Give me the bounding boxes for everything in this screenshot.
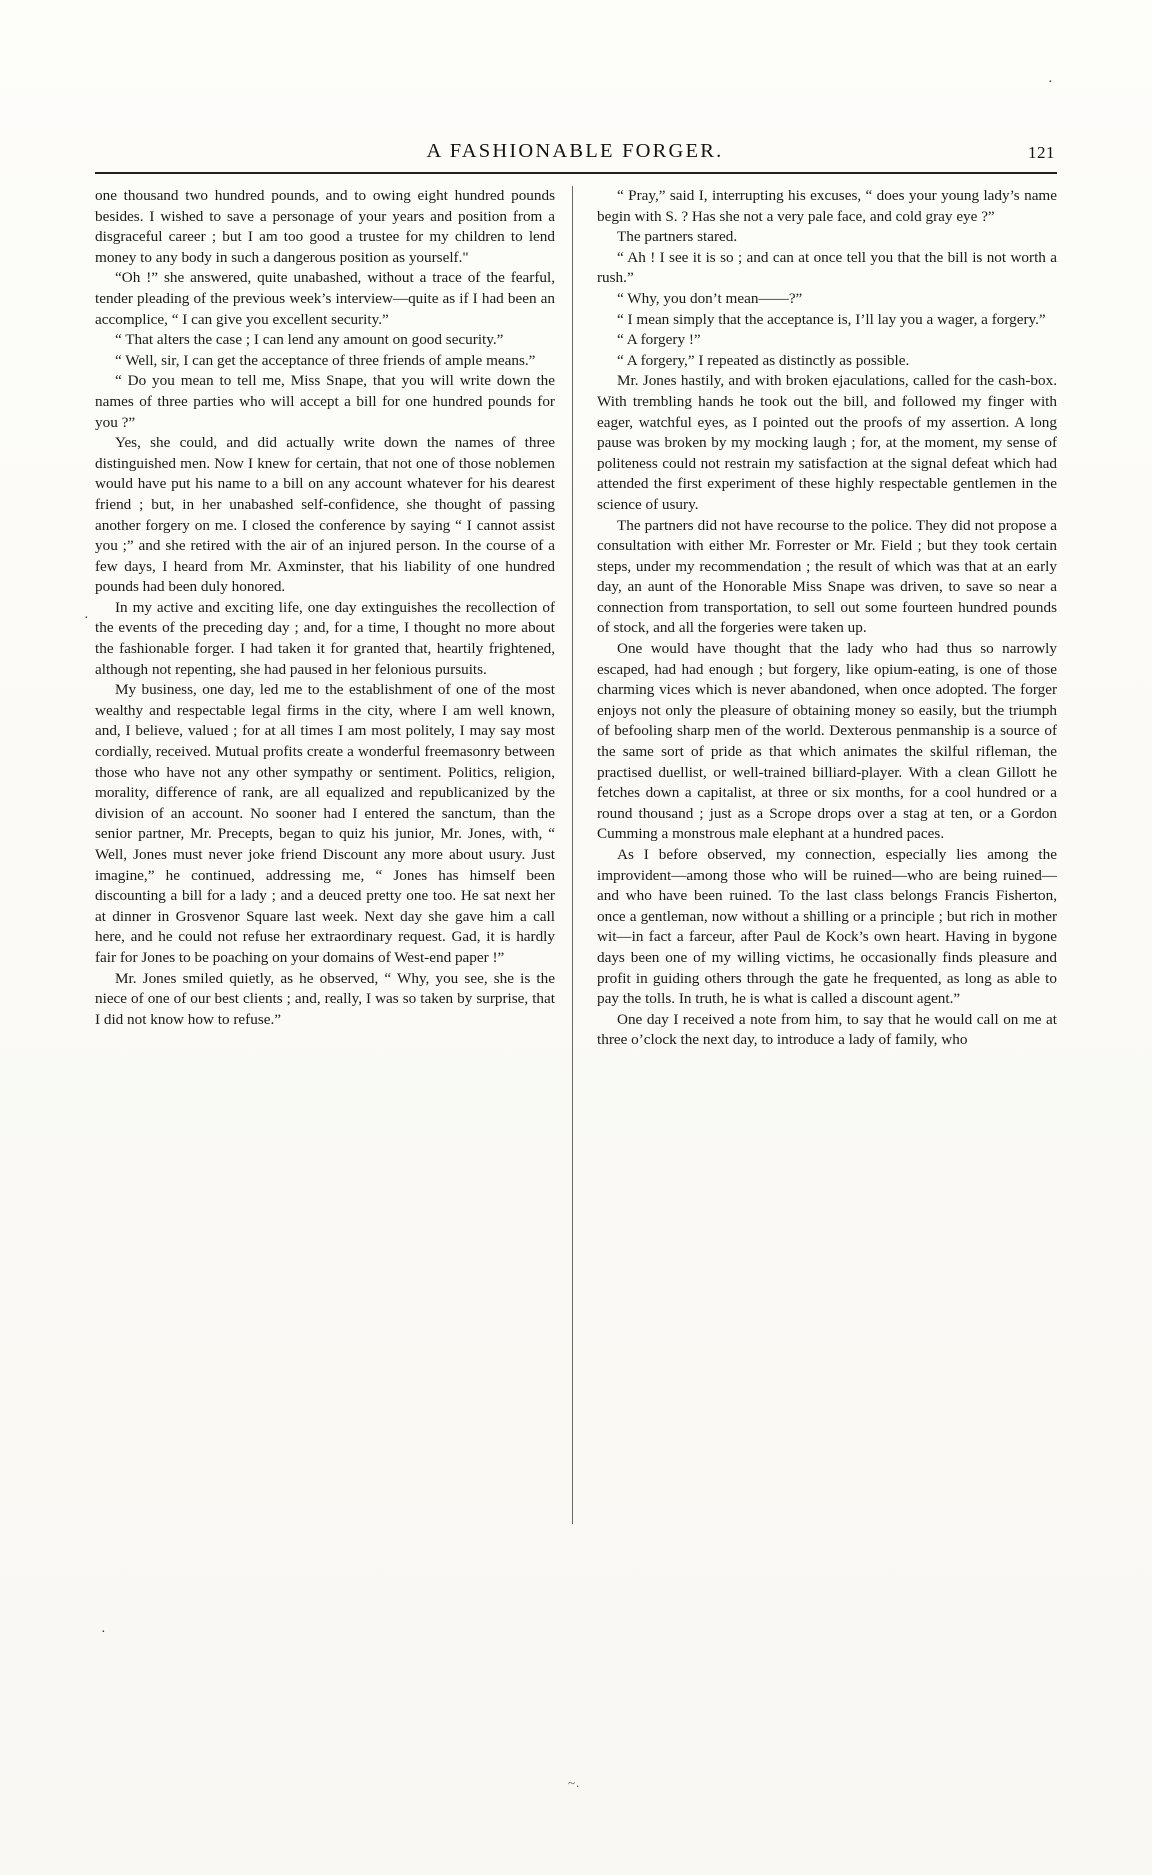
running-title: A FASHIONABLE FORGER. — [426, 140, 724, 162]
margin-mark: · — [101, 1625, 106, 1640]
column-left — [95, 186, 569, 1051]
paragraph: As I before observed, my connection, especially lies among the improvident—among those who will be ruined—who are being ruined—and who have been ruined. To the last class belongs Francis Fisherton, once a gentleman, now without a shilling or a principle ; but rich in mother wit—in fact a farceur, after Paul de Kock’s own heart. Having in bygone days been one of my willing victims, he occasionally finds pleasure and profit in guiding others through the gate he frequented, as long as able to pay the tolls. In truth, he is what is called a discount agent.” — [597, 846, 1057, 1008]
page-header — [95, 140, 1055, 163]
margin-mark: · — [1048, 75, 1053, 90]
paragraph: Mr. Jones smiled quietly, as he observed, “ Why, you see, she is the niece of one of our best clients ; and, really, I was so taken by surprise, that I did not know how to refuse.” — [95, 969, 555, 1028]
paragraph: One day I received a note from him, to say that he would call on me at three o’clock the next day, to introduce a lady of family, who — [597, 1010, 1057, 1049]
page-number: 121 — [1028, 143, 1055, 162]
header-rule — [95, 172, 1057, 174]
paragraph: My business, one day, led me to the establishment of one of the most wealthy and respectable legal firms in the city, where I am well known, and, I believe, valued ; for at all times I am most politely, I may say most cordially, received. Mutual profits create a wonderful freemasonry between those who have not any other sympathy or sentiment. Politics, religion, morality, difference of rank, are all equalized and republicanized by the division of an account. No sooner had I entered the sanctum, than the senior partner, Mr. Precepts, began to quiz his junior, Mr. Jones, with, “ Well, Jones must never joke friend Discount any more about usury. Just imagine,” he continued, addressing me, “ Jones has himself been discounting a bill for a lady ; and a deuced pretty one too. He sat next her at dinner in Grosvenor Square last week. Next day she gave him a call here, and he could not refuse her extraordinary request. Gad, it is hardly fair for Jones to be poaching on your domains of West-end paper !” — [95, 681, 555, 966]
text-body — [95, 186, 1057, 1051]
paragraph: The partners did not have recourse to the police. They did not propose a consultation with either Mr. Forrester or Mr. Field ; but they took certain steps, under my recommendation ; the result of which was that at an early day, an aunt of the Honorable Miss Snape was driven, to save so near a connection from transportation, to sell out some fourteen hundred pounds of stock, and all the forgeries were taken up. — [597, 516, 1057, 637]
paragraph: Mr. Jones hastily, and with broken ejaculations, called for the cash-box. With trembling hands he took out the bill, and followed my finger with eager, watchful eyes, as I pointed out the proofs of my assertion. A long pause was broken by my mocking laugh ; for, at the moment, my sense of politeness could not restrain my satisfaction at the signal defeat which had attended the first experiment of these highly respectable gentlemen in the science of usury. — [597, 372, 1057, 513]
paragraph: In my active and exciting life, one day extinguishes the recollection of the events of the preceding day ; and, for a time, I thought no more about the fashionable forger. I had taken it for granted that, heartily frightened, although not repenting, she had paused in her felonious pursuits. — [95, 598, 555, 678]
paragraph: One would have thought that the lady who had thus so narrowly escaped, had had enough ; but forgery, like opium-eating, is one of those charming vices which is never abandoned, when once adopted. The forger enjoys not only the pleasure of obtaining money so easily, but the triumph of befooling sharp men of the world. Dexterous penmanship is a source of the same sort of pride as that which animates the skilful rifleman, the practised duellist, or well-trained billiard-player. With a clean Gillott he fetches down a capitalist, at three or six months, for a cool hundred or a round thousand ; just as a Scrope drops over a stag at ten, or a Gordon Cumming a monstrous male elephant at a hundred paces. — [597, 640, 1057, 843]
paragraph: “ Pray,” said I, interrupting his excuses, “ does your young lady’s name begin with S. ? Has she not a very pale face, and cold gray eye ?” — [597, 187, 1057, 225]
column-right — [569, 186, 1057, 1051]
paragraph: “ Well, sir, I can get the acceptance of three friends of ample means.” — [115, 351, 536, 369]
margin-mark: · — [84, 611, 89, 626]
paragraph: “ That alters the case ; I can lend any amount on good security.” — [115, 331, 504, 349]
paragraph: “ Ah ! I see it is so ; and can at once tell you that the bill is not worth a rush.” — [597, 248, 1057, 287]
paragraph: “ A forgery !” — [617, 331, 701, 349]
paragraph: “ I mean simply that the acceptance is, I’ll lay you a wager, a forgery.” — [617, 310, 1046, 328]
paragraph: “Oh !” she answered, quite unabashed, without a trace of the fearful, tender pleading of the previous week’s interview—quite as if I had been an accomplice, “ I can give you excellent security.” — [95, 269, 555, 328]
paragraph: The partners stared. — [617, 228, 738, 246]
paragraph: Yes, she could, and did actually write down the names of three distinguished men. Now I knew for certain, that not one of those noblemen would have put his name to a bill on any account whatever for his dearest friend ; but, in her unabashed self-confidence, she thought of passing another forgery on me. I closed the conference by saying “ I cannot assist you ;” and she retired with the air of an injured person. In the course of a few days, I heard from Mr. Axminster, that his liability of one hundred pounds had been duly honored. — [95, 434, 555, 596]
paragraph: one thousand two hundred pounds, and to owing eight hundred pounds besides. I wished to save a personage of your years and position from a disgraceful career ; but I am too good a trustee for my children to lend money to any body in such a dangerous position as yourself." — [95, 187, 555, 266]
paragraph: “ Do you mean to tell me, Miss Snape, that you will write down the names of three parties who will accept a bill for one hundred pounds for you ?” — [95, 372, 555, 431]
paragraph: “ Why, you don’t mean——?” — [617, 289, 803, 307]
page-footer-smudge: ~. — [568, 1775, 581, 1790]
paragraph: “ A forgery,” I repeated as distinctly as possible. — [617, 351, 910, 369]
